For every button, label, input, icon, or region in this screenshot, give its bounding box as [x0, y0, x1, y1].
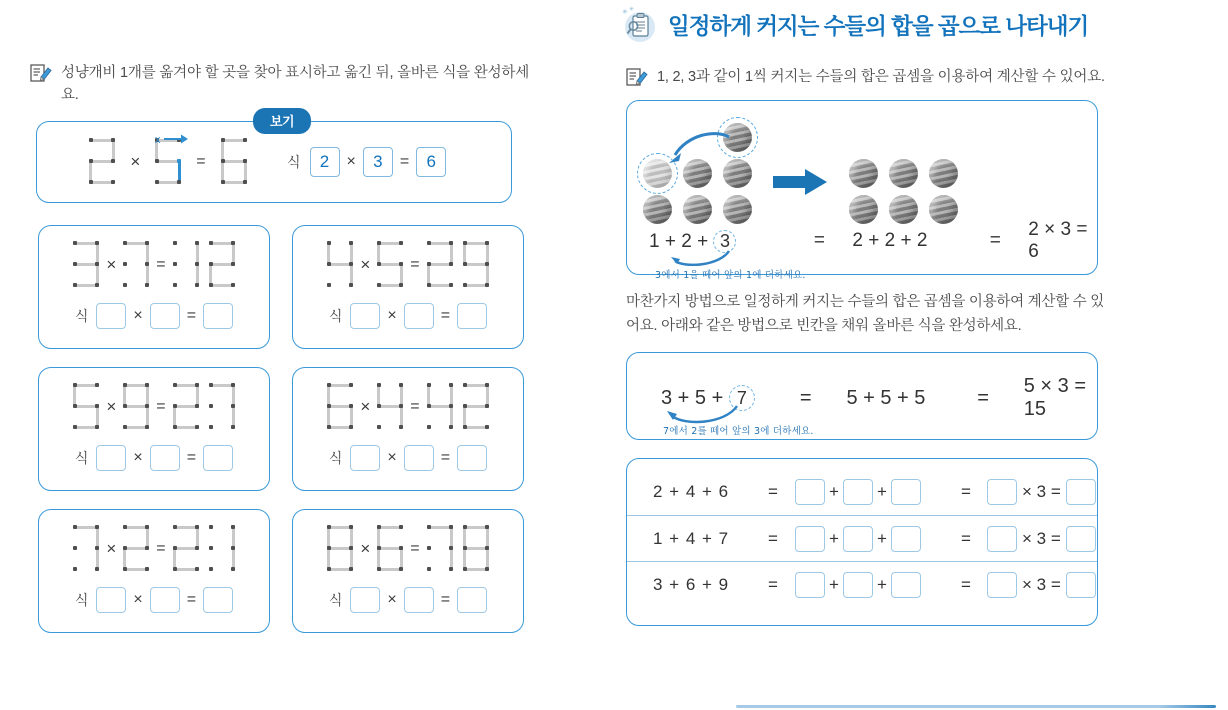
pencil-note-icon-2 — [626, 67, 648, 87]
table-input-factor[interactable] — [987, 479, 1017, 505]
table-equals-1: = — [768, 574, 778, 594]
table-input-addend-2[interactable] — [843, 526, 873, 552]
table-row — [627, 515, 1097, 561]
answer-input-result[interactable] — [457, 303, 487, 329]
equals-symbol: = — [156, 397, 166, 415]
problem-card-4 — [292, 367, 524, 491]
table-equals-2: = — [961, 574, 971, 594]
equals-symbol: = — [196, 152, 206, 170]
matchstick-number-6 — [325, 383, 355, 431]
matchstick-digit-7 — [425, 525, 455, 573]
table-equals-1: = — [768, 482, 778, 502]
times-symbol: × — [360, 254, 371, 274]
table-input-addend-3[interactable] — [891, 479, 921, 505]
matchstick-digit-4 — [375, 383, 405, 431]
matchstick-number-9 — [121, 383, 151, 431]
problem-matchstick-equation — [303, 379, 513, 435]
times-symbol: × — [106, 538, 117, 558]
answer-input-result[interactable] — [203, 587, 233, 613]
table-blank-group — [795, 479, 945, 505]
answer-input-a[interactable] — [350, 303, 380, 329]
example1-inline-arrow-icon — [671, 246, 743, 266]
table-sum-expression: 1 + 4 + 7 — [653, 528, 730, 548]
pencil-note-icon — [30, 63, 52, 83]
table-input-product[interactable] — [1066, 479, 1096, 505]
table-times-equals: × 3 = — [1022, 574, 1061, 594]
problem-card-1 — [38, 225, 270, 349]
table-equals-2: = — [961, 482, 971, 502]
table-times-equals: × 3 = — [1022, 528, 1061, 548]
matchstick-digit-4 — [325, 241, 355, 289]
example1-left — [649, 230, 786, 253]
matchstick-number-7 — [71, 525, 101, 573]
matchstick-digit-6 — [219, 138, 249, 186]
matchstick-digit-2 — [121, 525, 151, 573]
equals-symbol: = — [156, 539, 166, 557]
answer-times-symbol: × — [387, 306, 397, 324]
plus-symbol: + — [829, 528, 839, 548]
example1-expr-left: 1 + 2 + — [649, 230, 709, 252]
table-input-addend-1[interactable] — [795, 572, 825, 598]
example2-circled-number: 7 — [729, 385, 755, 411]
table-product-group — [987, 526, 1096, 552]
equals-symbol: = — [410, 539, 420, 557]
answer-times-symbol: × — [133, 448, 143, 466]
svg-text:x: x — [155, 133, 161, 146]
table-input-addend-2[interactable] — [843, 479, 873, 505]
answer-equals-symbol: = — [440, 306, 451, 324]
answer-input-result[interactable] — [203, 445, 233, 471]
plus-symbol: + — [876, 574, 887, 594]
example1-expr-mid: 2 + 2 + 2 — [852, 230, 928, 252]
example-answer-equation — [287, 147, 446, 177]
example1-expr-right: 2 × 3 = 6 — [1028, 219, 1088, 263]
answer-equals-symbol: = — [440, 590, 451, 608]
problem-answer-row — [49, 445, 259, 471]
result-arrow-icon — [773, 167, 829, 197]
answer-input-result[interactable] — [203, 303, 233, 329]
problem-answer-row — [49, 587, 259, 613]
example-section — [36, 113, 512, 203]
svg-text:✳: ✳ — [629, 7, 635, 13]
table-sum-expression: 3 + 6 + 9 — [653, 574, 730, 594]
matchstick-number-6 — [375, 525, 405, 573]
matchstick-digit-5-marked — [153, 133, 183, 186]
table-blank-group — [795, 526, 945, 552]
answer-input-a[interactable] — [96, 587, 126, 613]
bottom-rule — [736, 705, 1216, 708]
problem-matchstick-equation — [49, 237, 259, 293]
times-symbol: × — [360, 396, 371, 416]
matchstick-digit-2 — [171, 383, 201, 431]
matchstick-number-8 — [325, 525, 355, 573]
problem-matchstick-equation — [303, 237, 513, 293]
example2-card — [626, 352, 1098, 440]
table-input-factor[interactable] — [987, 572, 1017, 598]
matchstick-digit-7 — [71, 525, 101, 573]
example-badge: 보기 — [253, 108, 311, 134]
table-equals-1: = — [768, 528, 778, 548]
table-input-addend-2[interactable] — [843, 572, 873, 598]
svg-text:✳: ✳ — [622, 9, 628, 16]
answer-input-a[interactable] — [350, 587, 380, 613]
matchstick-digit-2 — [207, 241, 237, 289]
matchstick-digit-2 — [87, 138, 117, 186]
answer-times-symbol: × — [346, 152, 356, 170]
matchstick-digit-6 — [375, 525, 405, 573]
answer-times-symbol: × — [387, 448, 397, 466]
example1-note: 3에서 1을 떼어 앞의 1에 더하세요. — [655, 270, 806, 282]
problem-answer-row — [303, 445, 513, 471]
answer-equals-symbol: = — [186, 306, 197, 324]
example-matchstick-equation — [37, 133, 287, 186]
example-answer-a: 2 — [310, 147, 340, 177]
matchstick-digit-7 — [121, 241, 151, 289]
table-times-equals: × 3 = — [1022, 482, 1061, 502]
table-input-product[interactable] — [1066, 572, 1096, 598]
marble — [849, 159, 878, 188]
problem-matchstick-equation — [303, 521, 513, 577]
matchstick-number-29 — [425, 241, 491, 289]
right-column — [614, 0, 1228, 710]
sik-label: 식 — [328, 591, 343, 608]
times-symbol: × — [360, 538, 371, 558]
example1-equation — [627, 219, 1097, 263]
matchstick-number-7 — [121, 241, 151, 289]
problem-card-5 — [38, 509, 270, 633]
plus-symbol: + — [876, 482, 887, 502]
matchstick-digit-4 — [425, 383, 455, 431]
plus-symbol: + — [876, 528, 887, 548]
problem-card-3 — [38, 367, 270, 491]
plus-symbol: + — [829, 574, 839, 594]
table-input-factor[interactable] — [987, 526, 1017, 552]
table-equals-2: = — [961, 528, 971, 548]
marble-diagram-card — [626, 100, 1098, 282]
answer-input-result[interactable] — [457, 445, 487, 471]
table-input-addend-3[interactable] — [891, 572, 921, 598]
sik-label: 식 — [74, 307, 89, 324]
example2-equation — [627, 375, 1097, 421]
table-product-group — [987, 479, 1096, 505]
answer-input-a[interactable] — [350, 445, 380, 471]
move-marker-icon — [155, 132, 189, 146]
answer-times-symbol: × — [133, 306, 143, 324]
right-instruction-text: 1, 2, 3과 같이 1씩 커지는 수들의 합은 곱셈을 이용하여 계산할 수 있어요. — [657, 69, 1105, 85]
matchstick-digit-7 — [207, 383, 237, 431]
table-blank-group — [795, 572, 945, 598]
answer-input-b[interactable] — [150, 587, 180, 613]
matchstick-number-27 — [171, 383, 237, 431]
marble — [723, 159, 752, 188]
answer-input-b[interactable] — [404, 445, 434, 471]
matchstick-digit-2 — [425, 241, 455, 289]
matchstick-number-78 — [425, 525, 491, 573]
matchstick-digit-8 — [461, 525, 491, 573]
table-input-product[interactable] — [1066, 526, 1096, 552]
equals-symbol: = — [410, 255, 420, 273]
matchstick-number-4 — [325, 241, 355, 289]
answer-equals-symbol: = — [440, 448, 451, 466]
marble — [929, 159, 958, 188]
example-answer-result: 6 — [416, 147, 446, 177]
answer-input-b[interactable] — [150, 303, 180, 329]
problem-card-6 — [292, 509, 524, 633]
example1-equals-1: = — [813, 230, 825, 252]
answer-input-b[interactable] — [404, 587, 434, 613]
matchstick-number-12 — [171, 241, 237, 289]
equals-symbol: = — [410, 397, 420, 415]
table-product-group — [987, 572, 1096, 598]
matchstick-number-5 — [71, 383, 101, 431]
problem-answer-row — [303, 587, 513, 613]
right-instruction — [626, 66, 1126, 88]
example2-equals-2: = — [977, 386, 989, 409]
matchstick-digit-1 — [171, 241, 201, 289]
example2-expr-left: 3 + 5 + — [661, 387, 724, 410]
marble-area — [627, 111, 1097, 219]
left-instruction — [30, 62, 530, 107]
problem-answer-row — [49, 303, 259, 329]
table-input-addend-1[interactable] — [795, 479, 825, 505]
example1-equals-2: = — [989, 230, 1001, 252]
table-row — [627, 469, 1097, 515]
answer-input-b[interactable] — [150, 445, 180, 471]
marble — [889, 159, 918, 188]
matchstick-digit-9 — [461, 241, 491, 289]
sik-label: 식 — [328, 307, 343, 324]
matchstick-number-3 — [71, 241, 101, 289]
sik-label: 식 — [287, 153, 301, 170]
answer-equals-symbol: = — [186, 590, 197, 608]
section-header — [614, 0, 1228, 44]
matchstick-digit-5 — [71, 383, 101, 431]
example1-circled-number: 3 — [713, 230, 736, 253]
times-symbol: × — [106, 254, 117, 274]
matchstick-digit-2 — [171, 525, 201, 573]
example2-inline-arrow-icon — [667, 402, 753, 424]
marble — [683, 159, 712, 188]
matchstick-digit-1 — [207, 525, 237, 573]
problem-answer-row — [303, 303, 513, 329]
matchstick-number-21 — [171, 525, 237, 573]
answer-input-result[interactable] — [457, 587, 487, 613]
answer-times-symbol: × — [133, 590, 143, 608]
left-instruction-text: 성냥개비 1개를 옮겨야 할 곳을 찾아 표시하고 옮긴 뒤, 올바른 식을 완성하세요. — [61, 65, 530, 104]
times-symbol: × — [130, 151, 141, 171]
times-symbol: × — [106, 396, 117, 416]
page-title: 일정하게 커지는 수들의 합을 곱으로 나타내기 — [668, 14, 1089, 39]
matchstick-digit-8 — [325, 525, 355, 573]
answer-input-a[interactable] — [96, 303, 126, 329]
table-input-addend-3[interactable] — [891, 526, 921, 552]
matchstick-number-4 — [375, 383, 405, 431]
problem-matchstick-equation — [49, 521, 259, 577]
matchstick-digit-2 — [461, 383, 491, 431]
matchstick-digit-3 — [71, 241, 101, 289]
table-input-addend-1[interactable] — [795, 526, 825, 552]
plus-symbol: + — [829, 482, 839, 502]
sik-label: 식 — [74, 591, 89, 608]
answer-input-a[interactable] — [96, 445, 126, 471]
matchstick-number-42 — [425, 383, 491, 431]
sik-label: 식 — [328, 449, 343, 466]
answer-input-b[interactable] — [404, 303, 434, 329]
practice-table-card — [626, 458, 1098, 626]
table-row — [627, 561, 1097, 607]
matchstick-number-2 — [121, 525, 151, 573]
example2-expr-mid: 5 + 5 + 5 — [846, 386, 926, 409]
problem-matchstick-equation — [49, 379, 259, 435]
problem-grid — [38, 225, 614, 633]
problem-card-2 — [292, 225, 524, 349]
answer-equals-symbol: = — [399, 152, 410, 170]
example2-equals-1: = — [799, 386, 812, 409]
matchstick-digit-5 — [375, 241, 405, 289]
sik-label: 식 — [74, 449, 89, 466]
matchstick-number-5 — [375, 241, 405, 289]
example-answer-b: 3 — [363, 147, 393, 177]
example2-note: 7에서 2를 떼어 앞의 3에 더하세요. — [663, 426, 814, 438]
answer-times-symbol: × — [387, 590, 397, 608]
table-sum-expression: 2 + 4 + 6 — [653, 482, 730, 502]
right-paragraph: 마찬가지 방법으로 일정하게 커지는 수들의 합은 곱셈을 이용하여 계산할 수 있어요. 아래와 같은 방법으로 빈칸을 채워 올바른 식을 완성하세요. — [626, 294, 1105, 334]
example2-expr-right: 5 × 3 = 15 — [1023, 375, 1087, 421]
matchstick-digit-9 — [121, 383, 151, 431]
answer-equals-symbol: = — [186, 448, 197, 466]
matchstick-digit-6 — [325, 383, 355, 431]
equals-symbol: = — [156, 255, 166, 273]
example2-left — [661, 385, 765, 411]
clipboard-magnifier-icon — [620, 6, 658, 44]
